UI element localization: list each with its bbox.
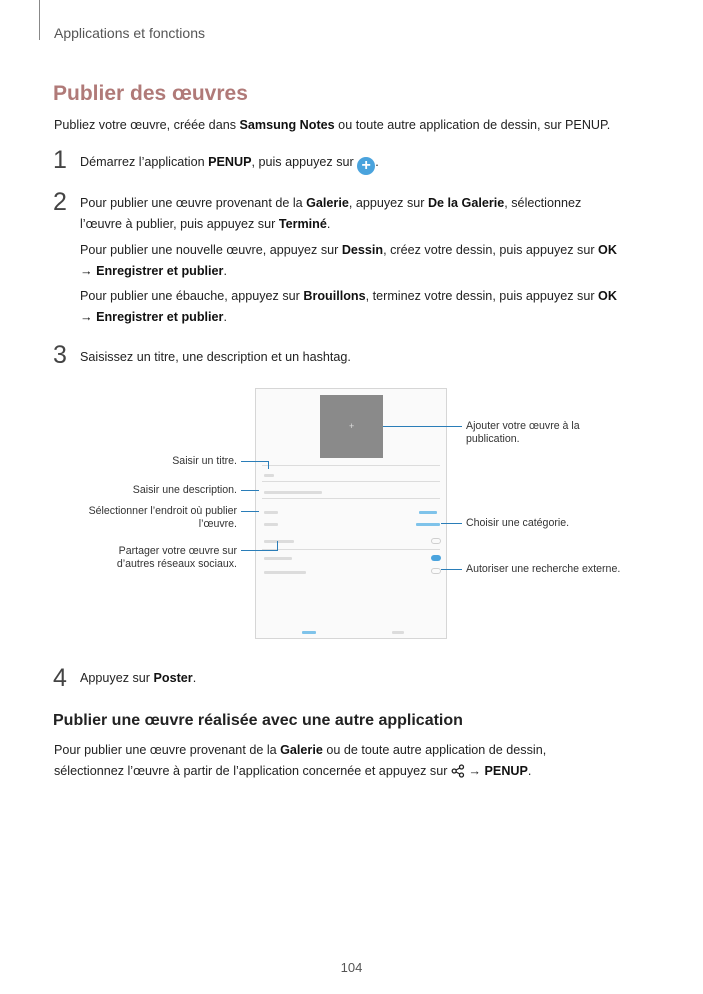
- callout-line-title-tick: [268, 461, 269, 469]
- callout-line-category: [441, 523, 462, 524]
- category-row-label: [264, 523, 278, 526]
- setting-row-label: [264, 557, 292, 560]
- step-3-number: 3: [53, 341, 67, 369]
- description-field-placeholder: [264, 491, 322, 494]
- step-2-paragraph-3: Pour publier une ébauche, appuyez sur Brouillons, terminez votre dessin, puis appuyez sur OK → Enregistrer et publier.: [80, 289, 617, 324]
- divider: [262, 549, 440, 550]
- section-subtitle: Publier une œuvre réalisée avec une autre application: [53, 712, 463, 729]
- description-field-underline: [262, 498, 440, 499]
- callout-title: Saisir un titre.: [172, 455, 237, 467]
- callout-line-search: [441, 569, 462, 570]
- step-2-number: 2: [53, 188, 67, 216]
- callout-category: Choisir une catégorie.: [466, 517, 570, 529]
- intro-paragraph: Publiez votre œuvre, créée dans Samsung Notes ou toute autre application de dessin, sur PENUP.: [54, 118, 611, 132]
- setting-toggle: [431, 555, 441, 561]
- step-4-number: 4: [53, 664, 67, 692]
- step-2-paragraph-1: Pour publier une œuvre provenant de la Galerie, appuyez sur De la Galerie, sélectionnez l’œuvre à publier, puis appuyez sur Terminé.: [80, 196, 582, 231]
- step-3-text: Saisissez un titre, une description et un hashtag.: [80, 350, 351, 364]
- bottom-button: [302, 631, 316, 634]
- divider: [262, 465, 440, 466]
- step-4-text: Appuyez sur Poster.: [80, 671, 197, 685]
- step-1-number: 1: [53, 146, 67, 174]
- share-toggle: [431, 538, 441, 544]
- page-title: Publier des œuvres: [53, 82, 248, 105]
- callout-line-add: [383, 426, 462, 427]
- category-row-value: [416, 523, 440, 526]
- add-icon: +: [357, 157, 375, 175]
- title-field-underline: [262, 481, 440, 482]
- header-rule: [39, 0, 40, 40]
- callout-line-share: [241, 550, 277, 551]
- title-field-placeholder: [264, 474, 274, 477]
- share-row-label: [264, 540, 294, 543]
- section-paragraph: Pour publier une œuvre provenant de la Galerie ou de toute autre application de dessin, sélectionnez l’œuvre à partir de l’application concernée et appuyez sur → PENUP.: [54, 740, 546, 785]
- step-1-text: Démarrez l’application PENUP, puis appuyez sur + .: [80, 155, 379, 174]
- callout-line-share-tick: [277, 541, 278, 551]
- running-header: Applications et fonctions: [54, 25, 205, 41]
- bottom-button: [392, 631, 404, 634]
- share-icon: [451, 764, 465, 785]
- where-row-value: [419, 511, 437, 514]
- callout-where: Sélectionner l’endroit où publier l’œuvre.: [88, 505, 237, 530]
- callout-search: Autoriser une recherche externe.: [466, 563, 621, 575]
- callout-line-description: [241, 490, 259, 491]
- artwork-thumbnail: [320, 395, 383, 458]
- callout-description: Saisir une description.: [132, 484, 237, 496]
- callout-line-title: [241, 461, 268, 462]
- step-2-paragraph-2: Pour publier une nouvelle œuvre, appuyez sur Dessin, créez votre dessin, puis appuyez sur OK → Enregistrer et publier.: [80, 243, 617, 278]
- callout-add-artwork: Ajouter votre œuvre à la publication.: [466, 420, 580, 445]
- callout-line-where: [241, 511, 259, 512]
- external-search-toggle: [431, 568, 441, 574]
- callout-share: Partager votre œuvre sur d’autres réseaux sociaux.: [116, 545, 237, 570]
- page-number: 104: [340, 960, 363, 975]
- where-row-label: [264, 511, 278, 514]
- add-artwork-icon: +: [349, 421, 355, 431]
- search-row-label: [264, 571, 306, 574]
